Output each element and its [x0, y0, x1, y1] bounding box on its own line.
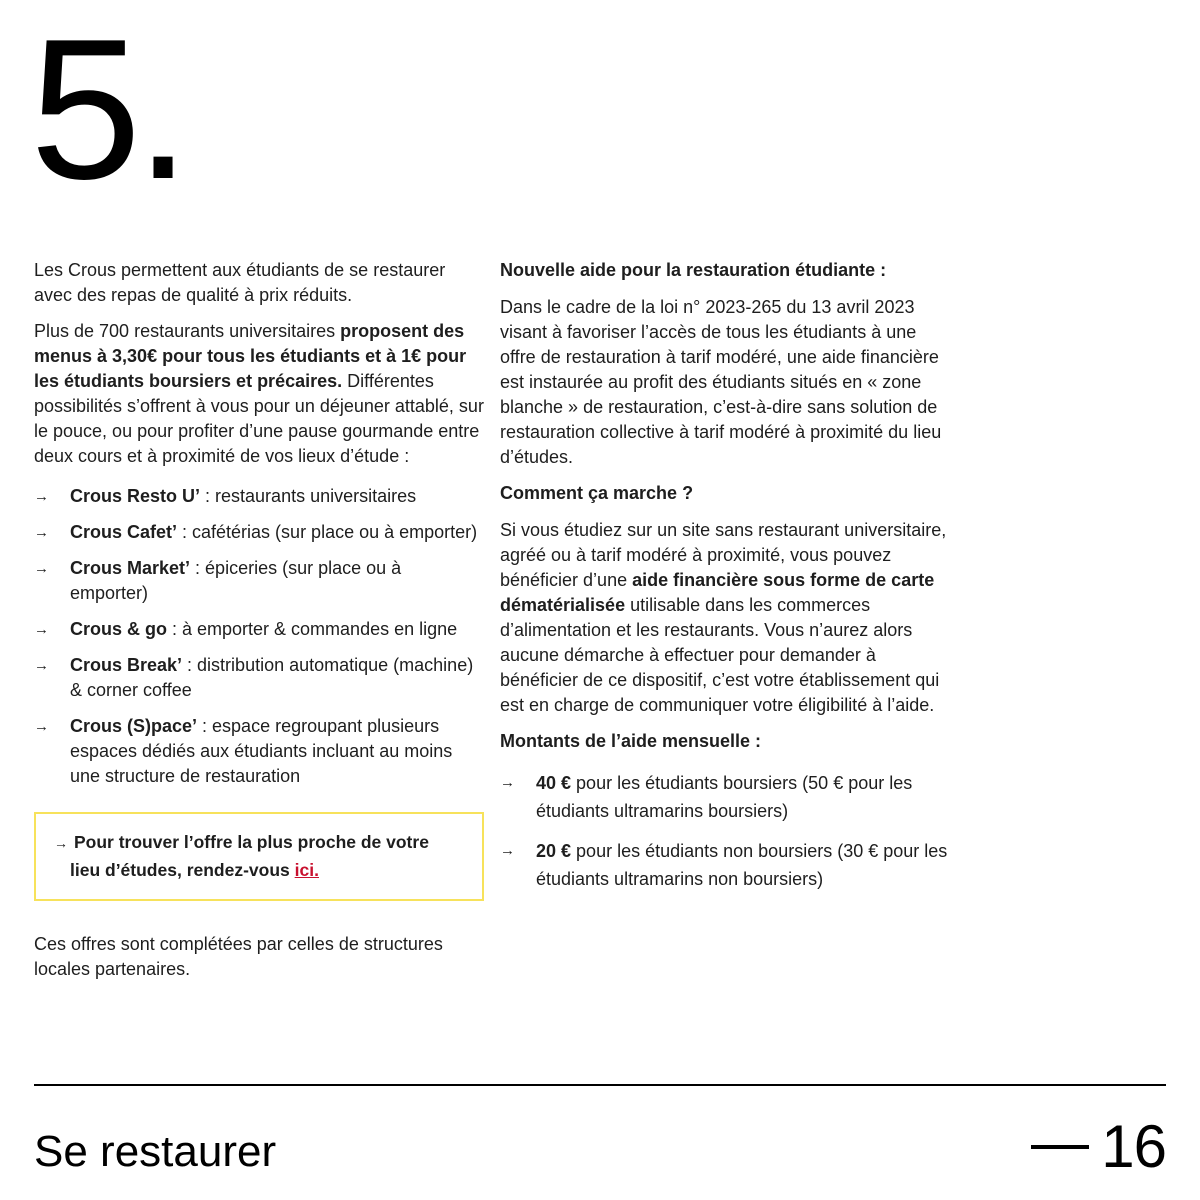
intro-paragraph: Les Crous permettent aux étudiants de se restaurer avec des repas de qualité à prix réduits. — [34, 260, 446, 305]
closing-paragraph: Ces offres sont complétées par celles de structures locales partenaires. — [34, 934, 443, 979]
arrow-right-icon: → — [34, 524, 49, 541]
restaurants-paragraph: Plus de 700 restaurants universitaires proposent des menus à 3,30€ pour tous les étudiants et à 1€ pour les étudiants boursiers et précaires. Différentes possibilités s’offrent à vous pour un déjeuner attablé, sur le pouce, ou pour profiter d’une pause gourmande entre deux cours et à proximité de vos lieux d’étude : — [34, 321, 484, 466]
list-item: → Crous Cafet’ : cafétérias (sur place ou à emporter) — [34, 520, 484, 545]
arrow-right-icon: → — [34, 718, 49, 735]
offers-list — [34, 484, 484, 789]
list-item: → Crous (S)pace’ : espace regroupant plusieurs espaces dédiés aux étudiants incluant au moins une structure de restauration — [34, 716, 453, 786]
arrow-right-icon: → — [34, 657, 49, 674]
chapter-number: 5. — [30, 0, 185, 221]
how-it-works-paragraph: Si vous étudiez sur un site sans restaurant universitaire, agréé ou à tarif modéré à proximité, vous pouvez bénéficier d’une aide financière sous forme de carte dématérialisée utilisable dans les commerces d’alimentation et les restaurants. Vous n’aurez alors aucune démarche à effectuer pour demander à bénéficier de ce dispositif, c’est votre établissement qui est en charge de communiquer votre éligibilité à l’aide. — [500, 520, 947, 715]
list-item: → Crous Break’ : distribution automatique (machine) & corner coffee — [34, 655, 474, 700]
offer-finder-callout: → Pour trouver l’offre la plus proche de votre lieu d’études, rendez-vous ici. — [34, 812, 484, 901]
section-title: Se restaurer — [34, 1127, 277, 1176]
arrow-right-icon: → — [34, 560, 49, 577]
dash-mark — [1031, 1145, 1089, 1149]
list-item: → 40 € pour les étudiants boursiers (50 € pour les étudiants ultramarins boursiers) — [500, 769, 950, 825]
amounts-list — [500, 769, 950, 893]
list-item: → Crous & go : à emporter & commandes en ligne — [34, 617, 484, 642]
page-number: 16 — [1031, 1114, 1166, 1180]
card-highlight: aide financière sous forme de carte dématérialisée — [500, 570, 935, 615]
pricing-highlight: proposent des menus à 3,30€ pour tous les étudiants et à 1€ pour les étudiants boursiers et précaires. — [34, 321, 467, 391]
arrow-right-icon: → — [54, 835, 68, 851]
list-item: → Crous Market’ : épiceries (sur place ou à emporter) — [34, 558, 402, 603]
footer-divider — [34, 1084, 1166, 1086]
offer-finder-link[interactable]: ici. — [294, 860, 319, 880]
arrow-right-icon: → — [34, 488, 49, 505]
arrow-right-icon: → — [500, 774, 515, 791]
right-column — [500, 258, 950, 905]
list-item: → 20 € pour les étudiants non boursiers (30 € pour les étudiants ultramarins non boursiers) — [500, 837, 950, 893]
new-aid-heading: Nouvelle aide pour la restauration étudiante : — [500, 260, 887, 280]
how-it-works-heading: Comment ça marche ? — [500, 483, 694, 503]
left-column — [34, 258, 484, 993]
law-paragraph: Dans le cadre de la loi n° 2023-265 du 13 avril 2023 visant à favoriser l’accès de tous les étudiants à une offre de restauration à tarif modéré, une aide financière est instaurée au profit des étudiants situés en « zone blanche » de restauration, c’est-à-dire sans solution de restauration collective à tarif modéré à proximité du lieu d’études. — [500, 297, 942, 467]
list-item: → Crous Resto U’ : restaurants universitaires — [34, 484, 484, 509]
arrow-right-icon: → — [34, 621, 49, 638]
monthly-amounts-heading: Montants de l’aide mensuelle : — [500, 731, 762, 751]
arrow-right-icon: → — [500, 842, 515, 859]
